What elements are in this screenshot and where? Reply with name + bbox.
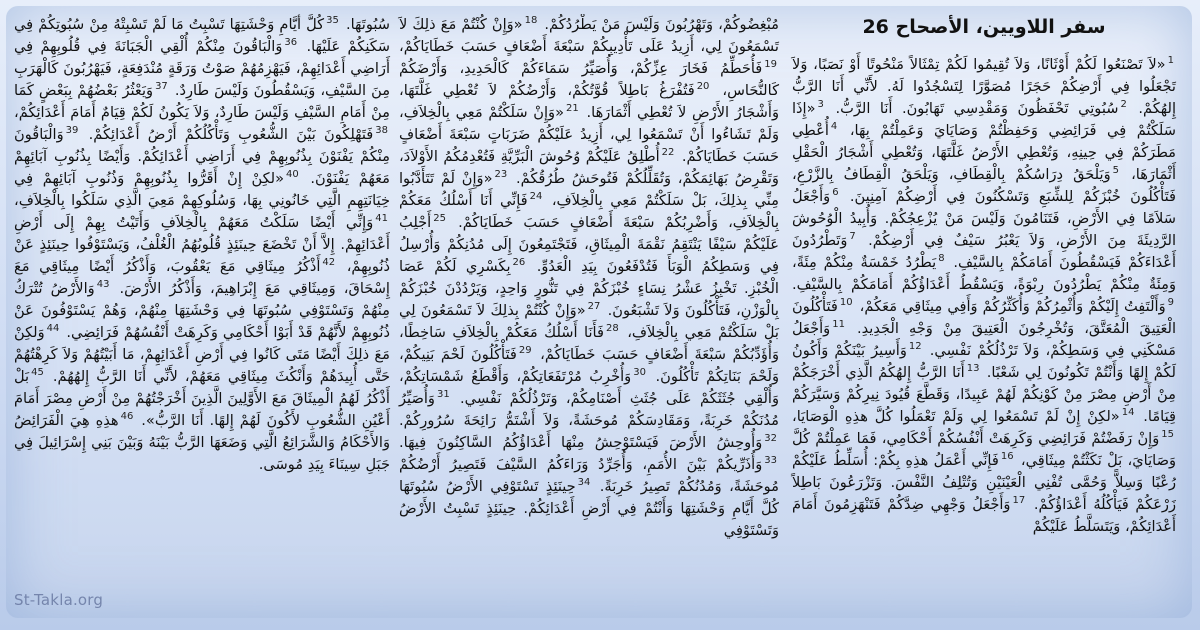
verse-text: حِينَئِذٍ تَسْتَوْفِي الأَرْضُ سُبُوتَهَا كُلَّ أَيَّامِ وَحْشَتِهَا وَأَنْتُمْ فِي أَرْضِ أَعْدَائِكُمْ. حِينَئِذٍ تَسْبِتُ الأَرْضُ وَتَسْتَوْفِي xyxy=(399,478,779,539)
verse-text: سُبُوتِي تَحْفَظُونَ وَمَقْدِسِي تَهَابُونَ. أَنَا الرَّبُّ. xyxy=(835,100,1119,117)
verse-number: 38 xyxy=(375,125,389,137)
verse-text: فَأَنَا أَسْلُكُ مَعَكُمْ بِالْخِلاَفِ سَاخِطًا، وَأُؤَدِّبُكُمْ سَبْعَةَ أَضْعَافٍ حَسَبَ خَطَايَاكُمْ، xyxy=(399,324,779,363)
verse-number: 34 xyxy=(577,477,591,489)
verse-text: مُبْغِضُوكُمْ، وَتَهْرُبُونَ وَلَيْسَ مَنْ يَطْرُدُكُمْ. xyxy=(544,16,779,33)
verse-number: 22 xyxy=(661,147,675,159)
verse-number: 27 xyxy=(587,301,601,313)
verse-text: وَالأَرْضُ تُتْرَكُ مِنْهُمْ وَتَسْتَوْفِي سُبُوتَهَا فِي وَحْشَتِهَا مِنْهُمْ، وَهُمْ يَسْتَوْفُونَ عَنْ ذُنُوبِهِمْ لأَنَّهُمْ قَدْ أَبَوْا أَحْكَامِي وَكَرِهَتْ أَنْفُسُهُمْ فَرَائِضِي. xyxy=(14,280,390,341)
verses-middle xyxy=(399,14,779,542)
verse-text: هذِهِ هِيَ الْفَرَائِضُ وَالأَحْكَامُ وَالشَّرَائِعُ الَّتِي وَضَعَهَا الرَّبُّ بَيْنَهُ وَبَيْنَ بَنِي إِسْرَائِيلَ فِي جَبَلِ سِينَاءَ بِيَدِ مُوسَى. xyxy=(14,412,390,473)
verse-text: وَالْبَاقُونَ مِنْكُمْ أُلْقِي الْجَبَانَةَ فِي قُلُوبِهِمْ فِي أَرَاضِي أَعْدَائِهِمْ، فَيَهْزِمُهُمْ صَوْتُ وَرَقَةٍ مُنْدَفِعَةٍ، فَيَهْرُبُونَ كَالْهَرَبِ مِنَ السَّيْفِ، وَيَسْقُطُونَ وَلَيْسَ طَارِدٌ. xyxy=(14,38,391,99)
verse-text: بَلْ أَذْكُرُ لَهُمُ الْمِيثَاقَ مَعَ الأَوَّلِينَ الَّذِينَ أَخْرَجْتُهُمْ مِنْ أَرْضِ مِصْرَ أَمَامَ أَعْيُنِ الشُّعُوبِ لأَكُونَ لَهُمْ إِلهًا. أَنَا الرَّبُّ». xyxy=(14,368,391,429)
verse-number: 13 xyxy=(966,363,980,375)
verse-text: «وَإِنْ كُنْتُمْ مَعَ ذلِكَ لاَ تَسْمَعُونَ لِي، أَزِيدُ عَلَى تَأْدِيبِكُمْ سَبْعَةَ أَضْعَافٍ حَسَبَ خَطَايَاكُمْ، xyxy=(399,16,779,55)
verse-number: 40 xyxy=(286,169,299,181)
verse-number: 32 xyxy=(764,433,777,445)
verse-text: فَتَأْكُلُونَ لَحْمَ بَنِيكُمْ، وَلَحْمَ بَنَاتِكُمْ تَأْكُلُونَ. xyxy=(399,346,780,385)
verse-text: أَجْلِبُ عَلَيْكُمْ سَيْفًا يَنْتَقِمُ نَقْمَةَ الْمِيثَاقِ، فَتَجْتَمِعُونَ إِلَى مُدُنِكُمْ وَأُرْسِلُ فِي وَسَطِكُمُ الْوَبَأَ فَتُدْفَعُونَ بِيَدِ الْعَدُوِّ. xyxy=(399,214,780,275)
verse-text: وَأُخْرِبُ مُرْتَفَعَاتِكُمْ، وَأَقْطَعُ شَمْسَاتِكُمْ، وَأُلْقِي جُثَثَكُمْ عَلَى جُثَثِ أَصْنَامِكُمْ، وَتَرْذُلُكُمْ نَفْسِي. xyxy=(399,368,780,407)
verse-text: وَأَجْعَلُ مَسْكَنِي فِي وَسَطِكُمْ، وَلاَ تَرْذُلُكُمْ نَفْسِي. xyxy=(792,320,1176,359)
verse-text: وَلكِنْ مَعَ ذلِكَ أَيْضًا مَتَى كَانُوا فِي أَرْضِ أَعْدَائِهِمْ، مَا أَبَيْتُهُمْ وَلاَ كَرِهْتُهُمْ حَتَّى أُبِيدَهُمْ وَأَنْكُثَ مِيثَاقِي مَعَهُمْ، لأَنِّي أَنَا الرَّبُّ إِلهُهُمْ. xyxy=(14,324,390,385)
verse-number: 45 xyxy=(31,367,44,379)
verse-text: فَإِنِّي أَنَا أَسْلُكُ مَعَكُمْ بِالْخِلاَفِ، وَأَضْرِبُكُمْ سَبْعَةَ أَضْعَافٍ حَسَبَ خَطَايَاكُمْ. xyxy=(399,192,780,231)
verse-text: وَيَلْحَقُ دِرَاسُكُمْ بِالْقِطَافِ، وَيَلْحَقُ الْقِطَافُ بِالزَّرْعِ، فَتَأْكُلُونَ خُبْزَكُمْ لِلشِّبَعِ وَتَسْكُنُونَ فِي أَرْضِكُمْ آمِنِينَ. xyxy=(792,166,1177,205)
verses-left xyxy=(14,14,390,476)
verse-number: 25 xyxy=(433,213,446,225)
verse-number: 5 xyxy=(1112,165,1119,177)
verse-number: 41 xyxy=(375,213,388,225)
verse-text: «وَإِنْ كُنْتُمْ بِذلِكَ لاَ تَسْمَعُونَ لِي بَلْ سَلَكْتُمْ مَعِي بِالْخِلاَفِ، xyxy=(399,302,779,341)
verse-text: «إِذَا سَلَكْتُمْ فِي فَرَائِضِي وَحَفِظْتُمْ وَصَايَايَ وَعَمِلْتُمْ بِهَا، xyxy=(792,100,1176,139)
verse-text: وَأُذَرِّيكُمْ بَيْنَ الأُمَمِ، وَأُجَرِّدُ وَرَاءَكُمُ السَّيْفَ فَتَصِيرُ أَرْضُكُمْ مُوحَشَةً، وَمُدُنُكُمْ تَصِيرُ خَرِبَةً. xyxy=(399,456,779,495)
verse-number: 8 xyxy=(938,253,945,265)
verse-number: 15 xyxy=(1161,429,1174,441)
verse-number: 7 xyxy=(849,231,856,243)
verse-text: أَذْكُرُ مِيثَاقِي مَعَ يَعْقُوبَ، وَأَذْكُرُ أَيْضًا مِيثَاقِي مَعَ إِسْحَاقَ، وَمِيثَاقِي مَعَ إِبْرَاهِيمَ، وَأَذْكُرُ الأَرْضَ. xyxy=(14,258,390,297)
verse-text: فَتَهْلِكُونَ بَيْنَ الشُّعُوبِ وَتَأْكُلُكُمْ أَرْضُ أَعْدَائِكُمْ. xyxy=(88,126,374,143)
column-left xyxy=(8,14,396,616)
verse-text: وَأَسِيرُ بَيْنَكُمْ وَأَكُونُ لَكُمْ إِلهًا وَأَنْتُمْ تَكُونُونَ لِي شَعْبًا. xyxy=(792,342,1177,381)
verse-text: أُعْطِي مَطَرَكُمْ فِي حِينِهِ، وَتُعْطِي الأَرْضُ غَلَّتَهَا، وَتُعْطِي أَشْجَارُ الْحَقْلِ أَثْمَارَهَا، xyxy=(792,122,1176,183)
verse-text: «وَإِنْ لَمْ تَتَأَدَّبُوا مِنِّي بِذلِكَ، بَلْ سَلَكْتُمْ مَعِي بِالْخِلاَفِ، xyxy=(399,170,779,209)
verse-number: 43 xyxy=(96,279,110,291)
verses-right xyxy=(792,54,1176,538)
verse-text: «وَإِنْ سَلَكْتُمْ مَعِي بِالْخِلاَفِ، وَلَمْ تَشَاءُوا أَنْ تَسْمَعُوا لِي، أَزِيدُ عَلَيْكُمْ ضَرَبَاتٍ سَبْعَةَ أَضْعَافٍ حَسَبَ خَطَايَاكُمْ. xyxy=(399,104,779,165)
verse-number: 11 xyxy=(832,319,845,331)
verse-number: 20 xyxy=(696,81,710,93)
verse-text: فَأُحَطِّمُ فَخَارَ عِزِّكُمْ، وَأُصَيِّرُ سَمَاءَكُمْ كَالْحَدِيدِ، وَأَرْضَكُمْ كَالنُّحَاسِ، xyxy=(399,60,780,99)
verse-number: 31 xyxy=(436,389,450,401)
verse-number: 21 xyxy=(566,103,579,115)
verse xyxy=(792,166,1176,205)
verse xyxy=(835,100,1128,117)
verse-number: 23 xyxy=(494,169,508,181)
verse-text: «لكِنْ إِنْ أَقَرُّوا بِذُنُوبِهِمْ وَذُنُوبِ آبَائِهِمْ فِي خِيَانَتِهِمِ الَّتِي خَانُونِي بِهَا، وَسُلُوكِهِمْ مَعِيَ الَّذِي سَلَكُوا بِالْخِلاَفِ، xyxy=(14,170,390,209)
verse xyxy=(89,126,390,143)
verse-number: 17 xyxy=(1012,495,1026,507)
verse-number: 2 xyxy=(1120,99,1127,111)
verse-number: 10 xyxy=(839,297,853,309)
verse-number: 28 xyxy=(605,323,619,335)
verse xyxy=(399,434,779,451)
verse-number: 3 xyxy=(817,99,824,111)
column-right xyxy=(786,12,1182,616)
verse-text: يَطْرُدُ خَمْسَةٌ مِنْكُمْ مِئَةً، وَمِئَةٌ مِنْكُمْ يَطْرُدُونَ رِبْوَةً، وَيَسْقُطُ أَعْدَاؤُكُمْ أَمَامَكُمْ بِالسَّيْفِ. xyxy=(792,254,1176,293)
column-middle xyxy=(393,14,785,616)
verse-text: وَتَطْرُدُونَ أَعْدَاءَكُمْ فَيَسْقُطُونَ أَمَامَكُمْ بِالسَّيْفِ. xyxy=(792,232,1177,271)
verse-text: وَإِنِّي أَيْضًا سَلَكْتُ مَعَهُمْ بِالْخِلاَفِ وَأَتَيْتُ بِهِمْ إِلَى أَرْضِ أَعْدَائِهِمْ. إِلاَّ أَنْ تَخْضَعَ حِينَئِذٍ قُلُوبُهُمُ الْغُلْفُ، وَيَسْتَوْفُوا حِينَئِذٍ عَنْ ذُنُوبِهِمْ، xyxy=(14,214,391,275)
verse-text: «لكِنْ إِنْ لَمْ تَسْمَعُوا لِي وَلَمْ تَعْمَلُوا كُلَّ هذِهِ الْوَصَايَا، xyxy=(792,408,1120,425)
verse-text: أُطْلِقُ عَلَيْكُمْ وُحُوشَ الْبَرِّيَّةِ فَتُعْدِمُكُمُ الأَوْلاَدَ، وَتَقْرِضُ بَهَائِمَكُمْ، وَتُقَلِّلُكُمْ فَتُوحَشُ طُرُقُكُمْ. xyxy=(399,148,779,187)
verse-number: 9 xyxy=(1167,297,1174,309)
verse-number: 37 xyxy=(155,81,168,93)
verse-text: وَأَلْتَفِتُ إِلَيْكُمْ وَأُثْمِرُكُمْ وَأُكَثِّرُكُمْ وَأَفِي مِيثَاقِي مَعَكُمْ، xyxy=(859,298,1166,315)
verse-number: 35 xyxy=(326,15,339,27)
verse-number: 30 xyxy=(633,367,646,379)
verse-text: بِكَسْرِي لَكُمْ عَصَا الْخُبْزِ. تَخْبِزُ عَشْرُ نِسَاءٍ خُبْزَكُمْ فِي تَنُّورٍ وَاحِدٍ، وَيَرْدُدْنَ خُبْزَكُمْ بِالْوَزْنِ، فَتَأْكُلُونَ وَلاَ تَشْبَعُونَ. xyxy=(399,258,779,319)
verse-number: 29 xyxy=(518,345,532,357)
chapter-title: سفر اللاويين، الأصحاح 26 xyxy=(862,16,1106,38)
verse-text: وَإِنْ رَفَضْتُمْ فَرَائِضِي وَكَرِهَتْ أَنْفُسُكُمْ أَحْكَامِي، فَمَا عَمِلْتُمْ كُلَّ وَصَايَايَ، بَلْ نَكَثْتُمْ مِيثَاقِي، xyxy=(792,430,1177,469)
verse-text: «لاَ تَصْنَعُوا لَكُمْ أَوْثَانًا، وَلاَ تُقِيمُوا لَكُمْ تِمْثَالاً مَنْحُوتًا أَوْ نَصَبًا، وَلاَ تَجْعَلُوا فِي أَرْضِكُمْ حَجَرًا مُصَوَّرًا لِتَسْجُدُوا لَهُ. لأَنِّي أَنَا الرَّبُّ إِلهُكُمْ. xyxy=(792,56,1177,117)
verse-number: 14 xyxy=(1121,407,1135,419)
verse xyxy=(792,408,1136,425)
verse-number: 39 xyxy=(65,125,79,137)
verse xyxy=(346,16,390,33)
verse-text: وَيَعْثُرُ بَعْضُهُمْ بِبَعْضٍ كَمَا مِنْ أَمَامِ السَّيْفِ وَلَيْسَ طَارِدٌ، وَلاَ يَكُونُ لَكُمْ قِيَامٌ أَمَامَ أَعْدَائِكُمْ، xyxy=(14,82,390,121)
verse-number: 42 xyxy=(322,257,336,269)
verse-number: 44 xyxy=(46,323,60,335)
verse-text: وَأَجْعَلُ وَجْهِي ضِدَّكُمْ فَتَنْهَزِمُونَ أَمَامَ أَعْدَائِكُمْ، وَيَتَسَلَّطُ عَلَيْكُمْ xyxy=(792,496,1176,535)
verse-number: 4 xyxy=(830,121,838,133)
verse-number: 19 xyxy=(764,59,777,71)
verse-text: وَالْبَاقُونَ مِنْكُمْ يَفْنَوْنَ بِذُنُوبِهِمْ فِي أَرَاضِي أَعْدَائِكُمْ. وَأَيْضًا بِذُنُوبِ آبَائِهِمْ مَعَهُمْ يَفْنَوْنَ. xyxy=(14,126,390,187)
verse-number: 33 xyxy=(764,455,777,467)
verse-text: وَأَجْعَلُ سَلاَمًا فِي الأَرْضِ، فَتَنَامُونَ وَلَيْسَ مَنْ يُزْعِجُكُمْ. وَأُبِيدُ الْوُحُوشَ الرَّدِيئَةَ مِنَ الأَرْضِ، وَلاَ يَعْبُرُ سَيْفٌ فِي أَرْضِكُمْ. xyxy=(792,188,1177,249)
verse-text: سُبُوتَهَا. xyxy=(345,16,390,33)
verse-text: كُلَّ أَيَّامِ وَحْشَتِهَا تَسْبِتُ مَا لَمْ تَسْبِتْهُ مِنْ سُبُوتِكُمْ فِي سَكَنِكُمْ عَلَيْهَا. xyxy=(14,16,391,55)
verse-number: 46 xyxy=(120,411,134,423)
verse-text: فَتُفْرَغُ بَاطِلاً قُوَّتُكُمْ، وَأَرْضُكُمْ لاَ تُعْطِي غَلَّتَهَا، وَأَشْجَارُ الأَرْضِ لاَ تُعْطِي أَثْمَارَهَا. xyxy=(399,82,780,121)
verse-number: 6 xyxy=(832,187,839,199)
site-watermark: St-Takla.org xyxy=(14,591,104,609)
verse xyxy=(544,16,779,33)
verse-number: 18 xyxy=(524,15,538,27)
verse-text: فَإِنِّي أَعْمَلُ هذِهِ بِكُمْ: أُسَلِّطُ عَلَيْكُمْ رُعْبًا وَسِلاًّ وَحُمَّى تُفْنِي الْعَيْنَيْنِ وَتُتْلِفُ النَّفْسَ. وَتَزْرَعُونَ بَاطِلاً زَرْعَكُمْ فَيَأْكُلُهُ أَعْدَاؤُكُمْ. xyxy=(792,452,1177,513)
verse-number: 16 xyxy=(1000,451,1014,463)
verse-number: 26 xyxy=(512,257,526,269)
verse-number: 12 xyxy=(908,341,922,353)
verse-text: فَتَأْكُلُونَ الْعَتِيقَ الْمُعَتَّقَ، وَتُخْرِجُونَ الْعَتِيقَ مِنْ وَجْهِ الْجَدِيدِ. xyxy=(792,298,1177,337)
verse-text: أَنَا الرَّبُّ إِلهُكُمُ الَّذِي أَخْرَجَكُمْ مِنْ أَرْضِ مِصْرَ مِنْ كَوْنِكُمْ لَهُمْ عَبِيدًا، وَقَطَّعَ قُيُودَ نِيرِكُمْ وَسَيَّرَكُمْ قِيَامًا. xyxy=(792,364,1177,425)
verse-number: 1 xyxy=(1167,55,1174,67)
verse-number: 24 xyxy=(529,191,543,203)
verse xyxy=(860,298,1176,315)
verse-text: وَأُوحِشُ الأَرْضَ فَيَسْتَوْحِشُ مِنْهَا أَعْدَاؤُكُمُ السَّاكِنُونَ فِيهَا. xyxy=(399,434,763,451)
verse-text: وَأُصَيِّرُ مُدُنَكُمْ خَرِبَةً، وَمَقَادِسَكُمْ مُوحَشَةً، وَلاَ أَشْتَمُّ رَائِحَةَ سُرُورِكُمْ. xyxy=(399,390,779,429)
verse-number: 36 xyxy=(284,37,298,49)
